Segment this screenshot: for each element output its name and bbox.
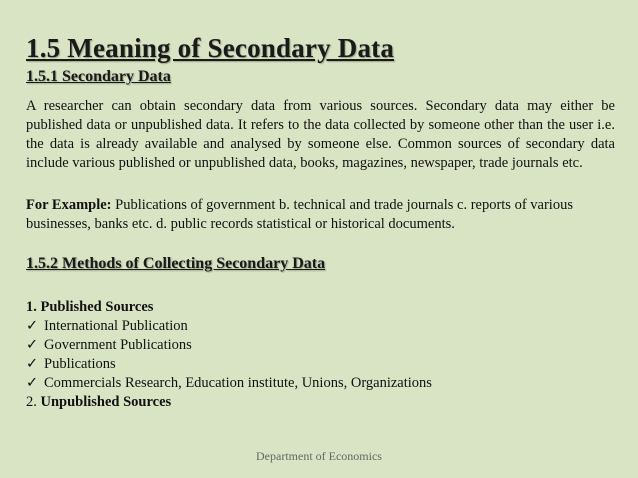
list-item-label: Commercials Research, Education institute, Unions, Organizations (44, 375, 432, 391)
page-title: 1.5 Meaning of Secondary Data (26, 33, 395, 63)
example-text: Publications of government b. technical and trade journals c. reports of various businesses, banks etc. d. public records statistical or historical documents. (26, 197, 573, 232)
list-item (26, 317, 616, 336)
section-heading-methods: 1.5.2 Methods of Collecting Secondary Data (26, 255, 326, 272)
list-item (26, 355, 616, 374)
section-heading-secondary-data: 1.5.1 Secondary Data (26, 68, 171, 85)
sources-list (26, 298, 616, 412)
list-item-label: International Publication (44, 318, 188, 334)
list-item (26, 374, 616, 393)
unpublished-sources-row (26, 393, 616, 412)
published-sources-label: 1. Published Sources (26, 299, 154, 315)
list-item (26, 336, 616, 355)
secondary-data-paragraph: A researcher can obtain secondary data from various sources. Secondary data may either be published data or unpublished data. It refers to the data collected by someone other than the user i.e. the data is already available and analysed by someone else. Common sources of secondary data include various published or unpublished data, books, magazines, newspaper, trade journals etc. (26, 98, 615, 171)
unpublished-sources-label: Unpublished Sources (40, 394, 172, 410)
list-item-label: Government Publications (44, 337, 192, 353)
check-icon: ✓ (26, 318, 39, 334)
example-paragraph (26, 196, 615, 234)
check-icon: ✓ (26, 337, 39, 353)
unpublished-number: 2. (26, 394, 41, 410)
example-label: For Example: (26, 197, 112, 213)
list-item-label: Publications (44, 356, 116, 372)
footer-department: Department of Economics (256, 449, 382, 463)
check-icon: ✓ (26, 375, 39, 391)
check-icon: ✓ (26, 356, 39, 372)
